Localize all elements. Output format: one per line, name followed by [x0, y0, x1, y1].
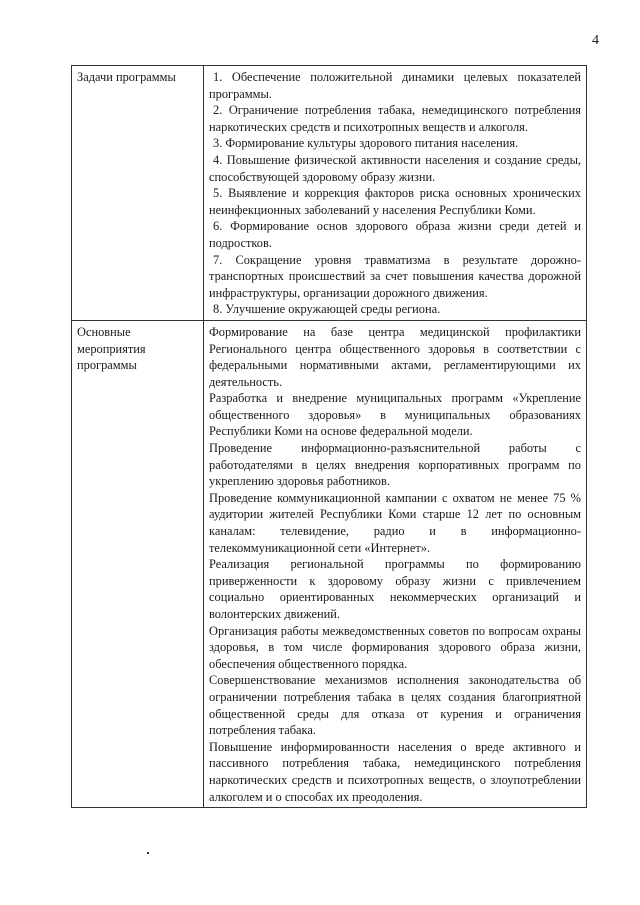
- task-item: 8. Улучшение окружающей среды региона.: [213, 302, 441, 317]
- task-item: 2. Ограничение потребления табака, немедицинского потребления наркотических средств и психотропных веществ и алкоголя.: [209, 103, 581, 134]
- row-label-activities: Основные мероприятия программы: [72, 320, 204, 807]
- task-item: 5. Выявление и коррекция факторов риска основных хронических неинфекционных заболеваний у населения Республики Коми.: [209, 186, 581, 217]
- page-number: 4: [592, 33, 599, 48]
- table-row-tasks: [72, 66, 587, 321]
- scan-speck: [147, 852, 149, 854]
- activity-item: Формирование на базе центра медицинской профилактики Регионального центра общественного здоровья в соответствии с федеральными нормативными актами, регламентирующими их деятельность.: [209, 324, 581, 389]
- table-row-activities: [72, 320, 587, 807]
- activity-item: Совершенствование механизмов исполнения законодательства об ограничении потребления табака в целях создания благоприятной общественной среды для отказа от курения и ограничения потребления табака.: [209, 673, 581, 738]
- activity-item: Проведение коммуникационной кампании с охватом не менее 75 % аудитории жителей Республики Коми старше 12 лет по основным каналам: телевидение, радио и в информационно-телекоммуникационной сети «Интернет».: [209, 490, 581, 555]
- activity-item: Реализация региональной программы по формированию приверженности к здоровому образу жизни с привлечением социально ориентированных некоммерческих организаций и волонтерских движений.: [209, 557, 581, 621]
- task-item: 6. Формирование основ здорового образа жизни среди детей и подростков.: [209, 219, 581, 250]
- program-table: [71, 65, 587, 808]
- activity-item: Организация работы межведомственных советов по вопросам охраны здоровья, в том числе формирования здорового образа жизни, обеспечения общественного порядка.: [209, 623, 581, 671]
- task-item: 3. Формирование культуры здорового питания населения.: [213, 136, 519, 151]
- task-item: 1. Обеспечение положительной динамики целевых показателей программы.: [209, 70, 581, 101]
- row-content-activities: [204, 320, 587, 807]
- row-content-tasks: [204, 66, 587, 321]
- activity-item: Разработка и внедрение муниципальных программ «Укрепление общественного здоровья» в муниципальных образованиях Республики Коми на основе федеральной модели.: [209, 391, 581, 439]
- activity-item: Повышение информированности населения о вреде активного и пассивного потребления табака, немедицинского потребления наркотических средств и психотропных веществ, о злоупотреблении алкоголем и о способах их преодоления.: [209, 739, 581, 804]
- row-label-tasks: Задачи программы: [72, 66, 204, 321]
- activity-item: Проведение информационно-разъяснительной работы с работодателями в целях внедрения корпоративных программ по укреплению здоровья работников.: [209, 441, 581, 489]
- task-item: 4. Повышение физической активности населения и создание среды, способствующей здоровому образу жизни.: [209, 152, 581, 184]
- task-item: 7. Сокращение уровня травматизма в результате дорожно-транспортных происшествий за счет повышения качества дорожной инфраструктуры, организации дорожного движения.: [209, 252, 581, 300]
